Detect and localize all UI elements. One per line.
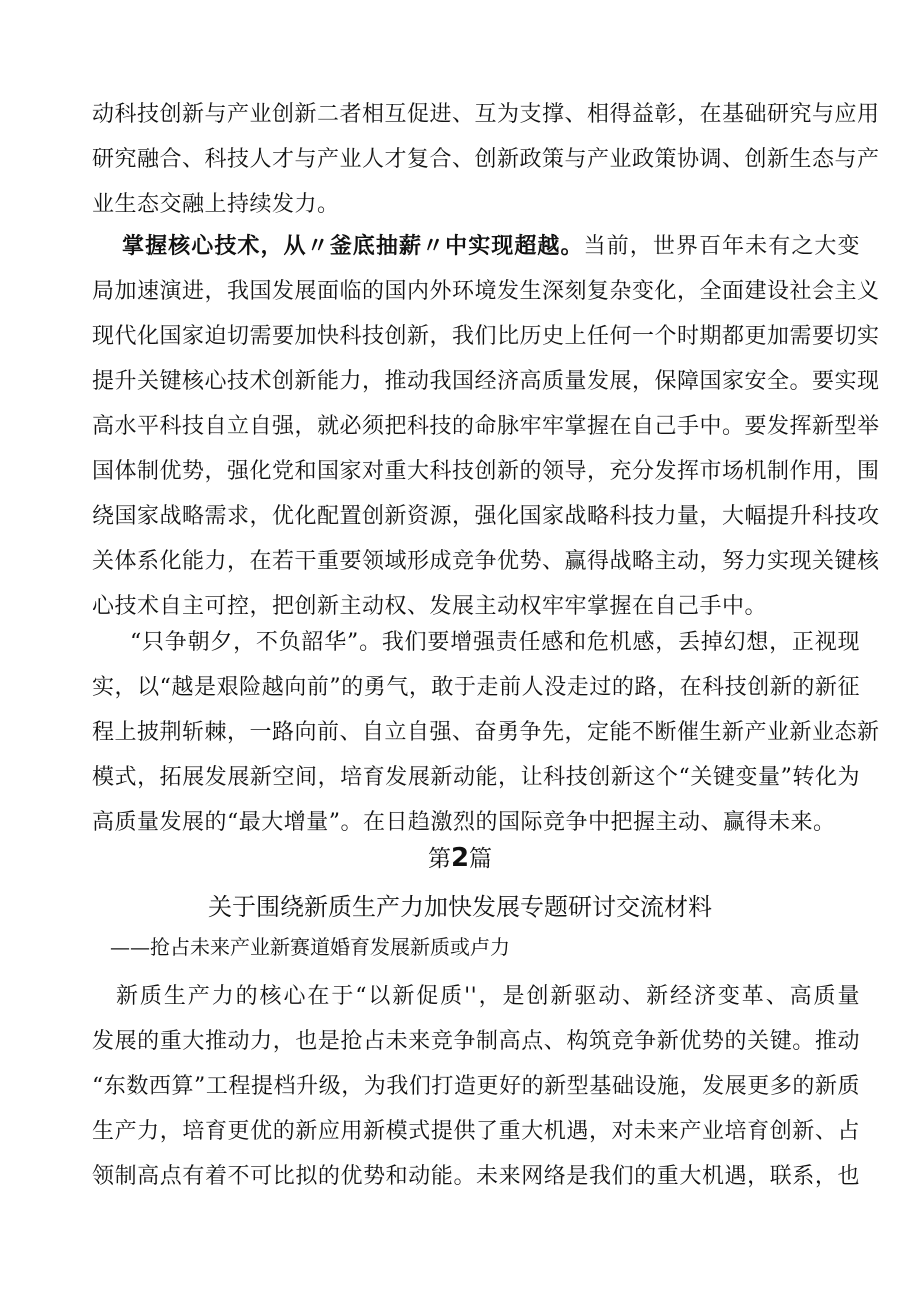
text-line: 关体系化能力，在若干重要领域形成竞争优势、赢得战略主动，努力实现关键核 bbox=[92, 549, 880, 574]
text-line: 新质生产力的核心在于“以新促质''，是创新驱动、新经济变革、高质量 bbox=[116, 984, 860, 1009]
text-line: 领制高点有着不可比拟的优势和动能。未来网络是我们的重大机遇，联系，也 bbox=[92, 1164, 860, 1189]
text-line: 模式，拓展发展新空间，培育发展新动能，让科技创新这个“关键变量”转化为 bbox=[92, 765, 860, 790]
text-run: 当前，世界百年未有之大变 bbox=[583, 234, 860, 259]
paragraph-heading: 掌握核心技术，从〃釜底抽薪〃中实现超越。 bbox=[122, 234, 584, 259]
section-number-digit: 2 bbox=[450, 843, 470, 873]
document-subtitle: ——抢占未来产业新赛道婚育发展新质或卢力 bbox=[110, 935, 510, 959]
text-line: 实，以“越是艰险越向前”的勇气，敢于走前人没走过的路，在科技创新的新征 bbox=[92, 675, 860, 700]
text-line: 研究融合、科技人才与产业人才复合、创新政策与产业政策协调、创新生态与产 bbox=[92, 147, 880, 172]
text-line: 绕国家战略需求，优化配置创新资源，强化国家战略科技力量，大幅提升科技攻 bbox=[92, 504, 880, 529]
text-line: 业生态交融上持续发力。 bbox=[92, 192, 340, 217]
section-prefix: 第 bbox=[427, 846, 451, 872]
text-line: 现代化国家迫切需要加快科技创新，我们比历史上任何一个时期都更加需要切实 bbox=[92, 324, 880, 349]
text-line: “东数西算”工程提档升级，为我们打造更好的新型基础设施，发展更多的新质 bbox=[92, 1074, 860, 1099]
text-line: “只争朝夕，不负韶华”。我们要增强责任感和危机感，丢掉幻想，正视现 bbox=[130, 630, 860, 655]
paragraph-1 bbox=[92, 92, 880, 227]
text-line: 程上披荆斩棘，一路向前、自立自强、奋勇争先，定能不断催生新产业新业态新 bbox=[92, 720, 880, 745]
text-line: 发展的重大推动力，也是抢占未来竞争制高点、构筑竞争新优势的关键。推动 bbox=[92, 1029, 860, 1054]
text-line: 动科技创新与产业创新二者相互促进、互为支撑、相得益彰，在基础研究与应用 bbox=[92, 102, 880, 127]
section-number bbox=[0, 838, 920, 879]
paragraph-2 bbox=[92, 224, 880, 629]
section-suffix: 篇 bbox=[469, 846, 493, 872]
text-line: 局加速演进，我国发展面临的国内外环境发生深刻复杂变化，全面建设社会主义 bbox=[92, 279, 880, 304]
text-line: 高质量发展的“最大增量”。在日趋激烈的国际竞争中把握主动、赢得未来。 bbox=[92, 810, 836, 835]
text-line: 国体制优势，强化党和国家对重大科技创新的领导，充分发挥市场机制作用，围 bbox=[92, 459, 880, 484]
text-line: 高水平科技自立自强，就必须把科技的命脉牢牢掌握在自己手中。要发挥新型举 bbox=[92, 414, 880, 439]
paragraph-4 bbox=[92, 974, 860, 1199]
text-line: 生产力，培育更优的新应用新模式提供了重大机遇，对未来产业培育创新、占 bbox=[92, 1119, 860, 1144]
text-line: 心技术自主可控，把创新主动权、发展主动权牢牢掌握在自己手中。 bbox=[92, 594, 768, 619]
document-title: 关于围绕新质生产力加快发展专题研讨交流材料 bbox=[208, 893, 712, 921]
paragraph-3 bbox=[92, 620, 880, 845]
text-line: 提升关键核心技术创新能力，推动我国经济高质量发展，保障国家安全。要实现 bbox=[92, 369, 880, 394]
text-line bbox=[92, 224, 860, 269]
